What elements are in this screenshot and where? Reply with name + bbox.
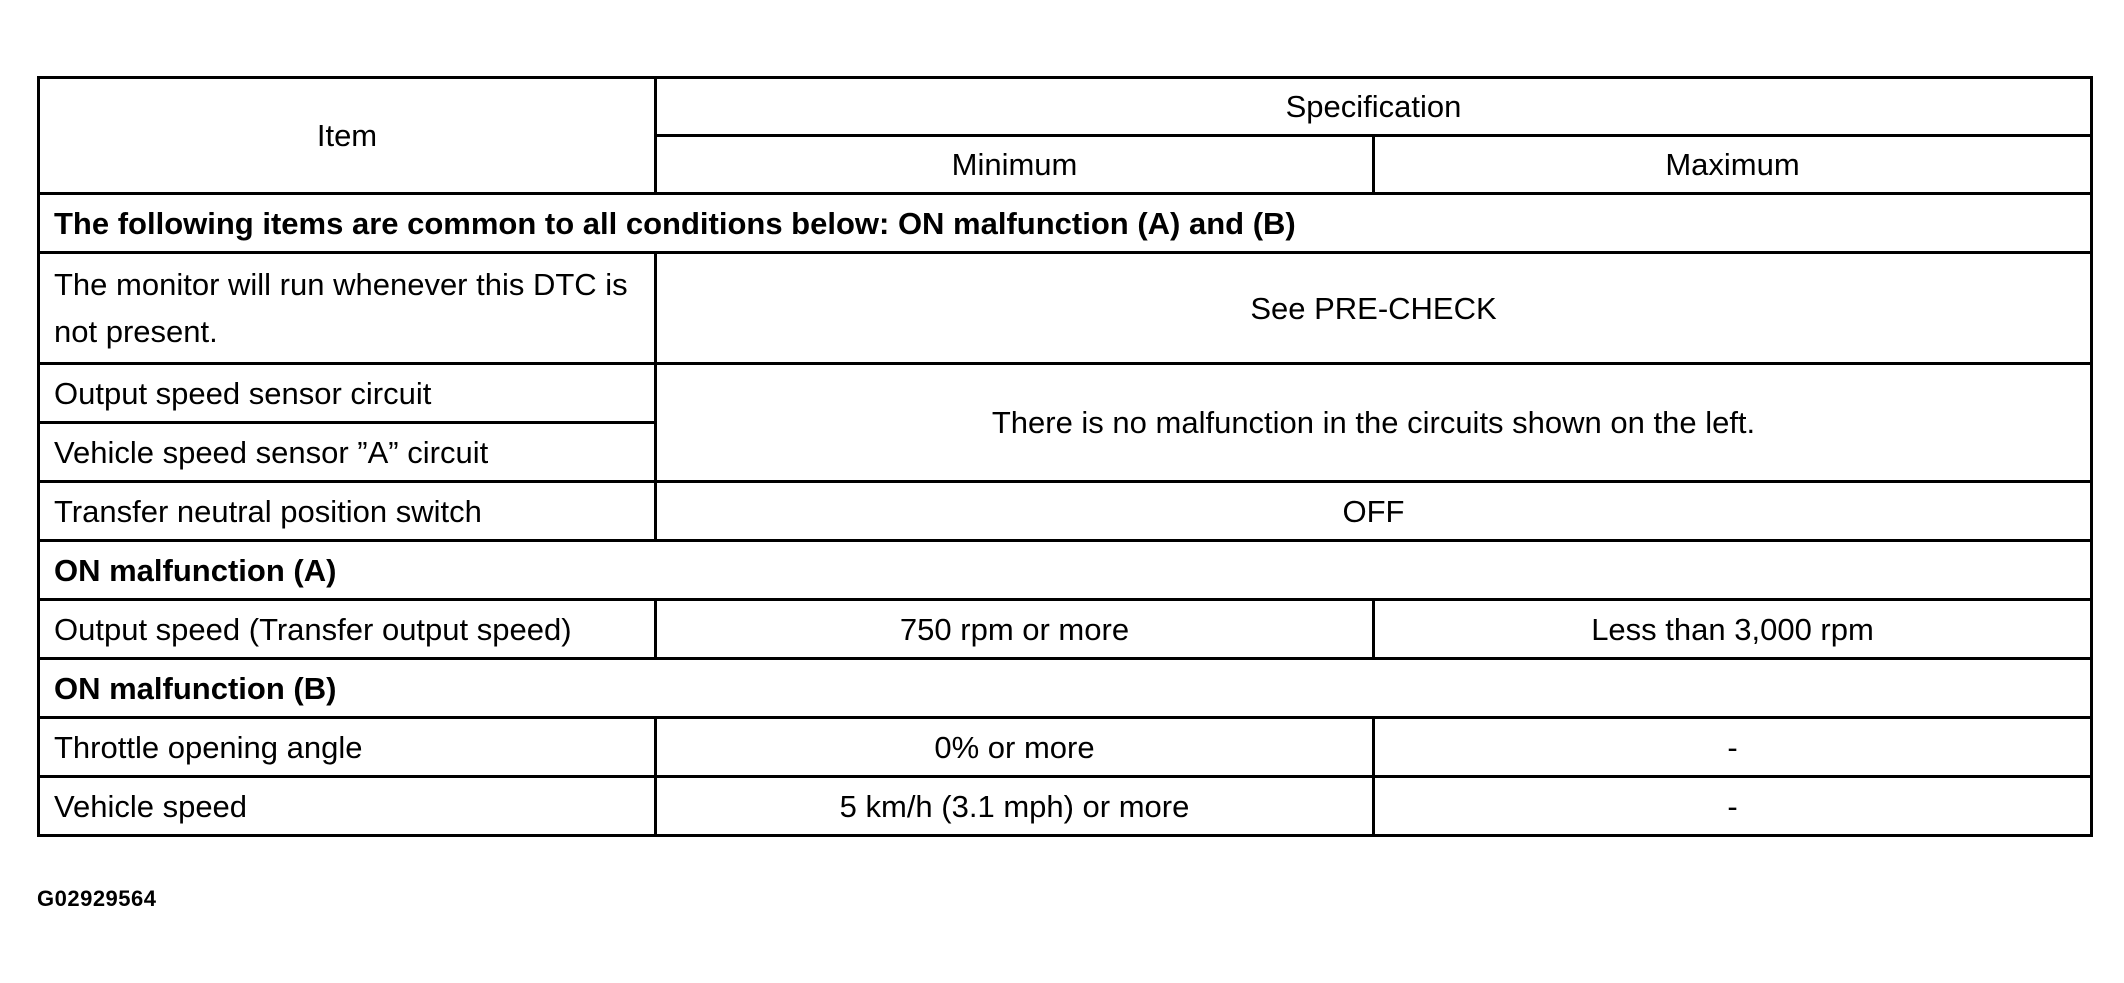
row-label-output-speed-sensor: Output speed sensor circuit [39,364,656,423]
figure-code: G02929564 [37,886,157,911]
row-label-throttle: Throttle opening angle [39,718,656,777]
row-max-vehicle-speed: - [1374,777,2092,836]
section-title-a: ON malfunction (A) [39,541,2092,600]
row-label-monitor: The monitor will run whenever this DTC is not present. [39,253,656,364]
section-title-common: The following items are common to all conditions below: ON malfunction (A) and (B) [39,194,2092,253]
row-label-vehicle-speed-sensor: Vehicle speed sensor ”A” circuit [39,423,656,482]
row-label-vehicle-speed: Vehicle speed [39,777,656,836]
header-row-1 [39,78,2092,136]
row-label-transfer-switch: Transfer neutral position switch [39,482,656,541]
row-min-vehicle-speed: 5 km/h (3.1 mph) or more [656,777,1374,836]
row-max-throttle: - [1374,718,2092,777]
header-maximum: Maximum [1374,136,2092,194]
table-row [39,718,2092,777]
table-row [39,482,2092,541]
section-row-a [39,541,2092,600]
table-row [39,253,2092,364]
row-min-output-speed: 750 rpm or more [656,600,1374,659]
row-max-output-speed: Less than 3,000 rpm [1374,600,2092,659]
row-value-circuits: There is no malfunction in the circuits shown on the left. [656,364,2092,482]
row-min-throttle: 0% or more [656,718,1374,777]
section-row-b [39,659,2092,718]
table-row [39,364,2092,423]
section-row-common [39,194,2092,253]
row-value-transfer-switch: OFF [656,482,2092,541]
header-specification: Specification [656,78,2092,136]
table-row [39,600,2092,659]
row-value-monitor: See PRE-CHECK [656,253,2092,364]
section-title-b: ON malfunction (B) [39,659,2092,718]
header-minimum: Minimum [656,136,1374,194]
specification-table [37,76,2093,837]
table-row [39,777,2092,836]
header-item: Item [39,78,656,194]
row-label-output-speed: Output speed (Transfer output speed) [39,600,656,659]
